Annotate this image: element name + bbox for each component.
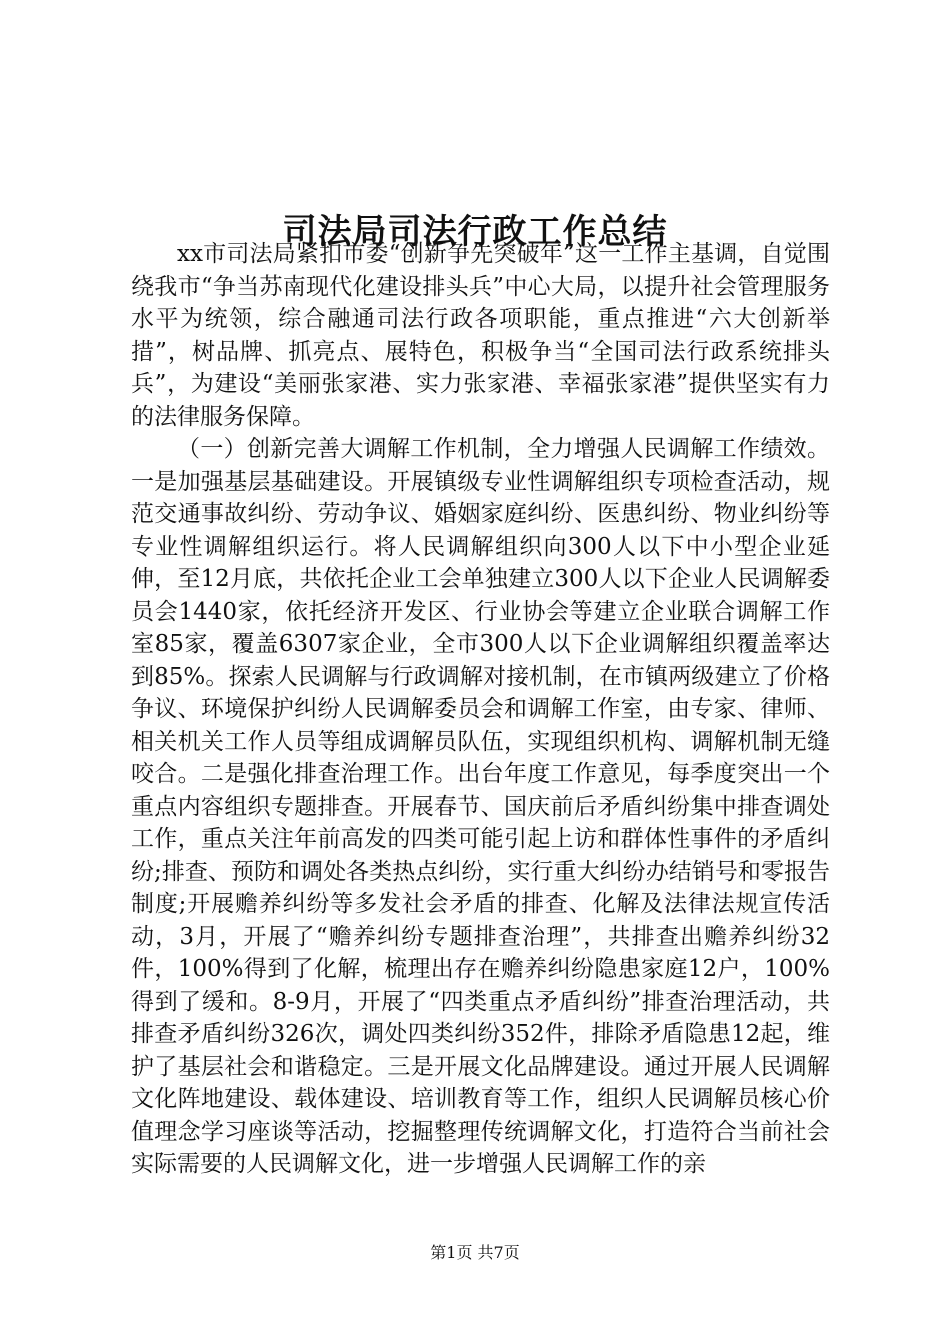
document-title: 司法局司法行政工作总结 (282, 211, 668, 252)
document-body (131, 238, 830, 1181)
intro-paragraph: xx市司法局紧扣市委“创新争先突破年”这一工作主基调，自觉围绕我市“争当苏南现代化建设排头兵”中心大局，以提升社会管理服务水平为统领，综合融通司法行政各项职能，重点推进“六大创新举措”，树品牌、抓亮点、展特色，积极争当“全国司法行政系统排头兵”，为建设“美丽张家港、实力张家港、幸福张家港”提供坚实有力的法律服务保障。 (131, 241, 830, 430)
page-indicator: 第1页 共7页 (430, 1243, 520, 1262)
section-one-paragraph: （一）创新完善大调解工作机制，全力增强人民调解工作绩效。一是加强基层基础建设。开展镇级专业性调解组织专项检查活动，规范交通事故纠纷、劳动争议、婚姻家庭纠纷、医患纠纷、物业纠纷等专业性调解组织运行。将人民调解组织向300人以下中小型企业延伸，至12月底，共依托企业工会单独建立300人以下企业人民调解委员会1440家，依托经济开发区、行业协会等建立企业联合调解工作室85家，覆盖6307家企业，全市300人以下企业调解组织覆盖率达到85%。探索人民调解与行政调解对接机制，在市镇两级建立了价格争议、环境保护纠纷人民调解委员会和调解工作室，由专家、律师、相关机关工作人员等组成调解员队伍，实现组织机构、调解机制无缝咬合。二是强化排查治理工作。出台年度工作意见，每季度突出一个重点内容组织专题排查。开展春节、国庆前后矛盾纠纷集中排查调处工作，重点关注年前高发的四类可能引起上访和群体性事件的矛盾纠纷;排查、预防和调处各类热点纠纷，实行重大纠纷办结销号和零报告制度;开展赡养纠纷等多发社会矛盾的排查、化解及法律法规宣传活动，3月，开展了“赡养纠纷专题排查治理”，共排查出赡养纠纷32件，100%得到了化解，梳理出存在赡养纠纷隐患家庭12户，100%得到了缓和。8-9月，开展了“四类重点矛盾纠纷”排查治理活动，共排查矛盾纠纷326次，调处四类纠纷352件，排除矛盾隐患12起，维护了基层社会和谐稳定。三是开展文化品牌建设。通过开展人民调解文化阵地建设、载体建设、培训教育等工作，组织人民调解员核心价值理念学习座谈等活动，挖掘整理传统调解文化，打造符合当前社会实际需要的人民调解文化，进一步增强人民调解工作的亲 (131, 436, 830, 1177)
